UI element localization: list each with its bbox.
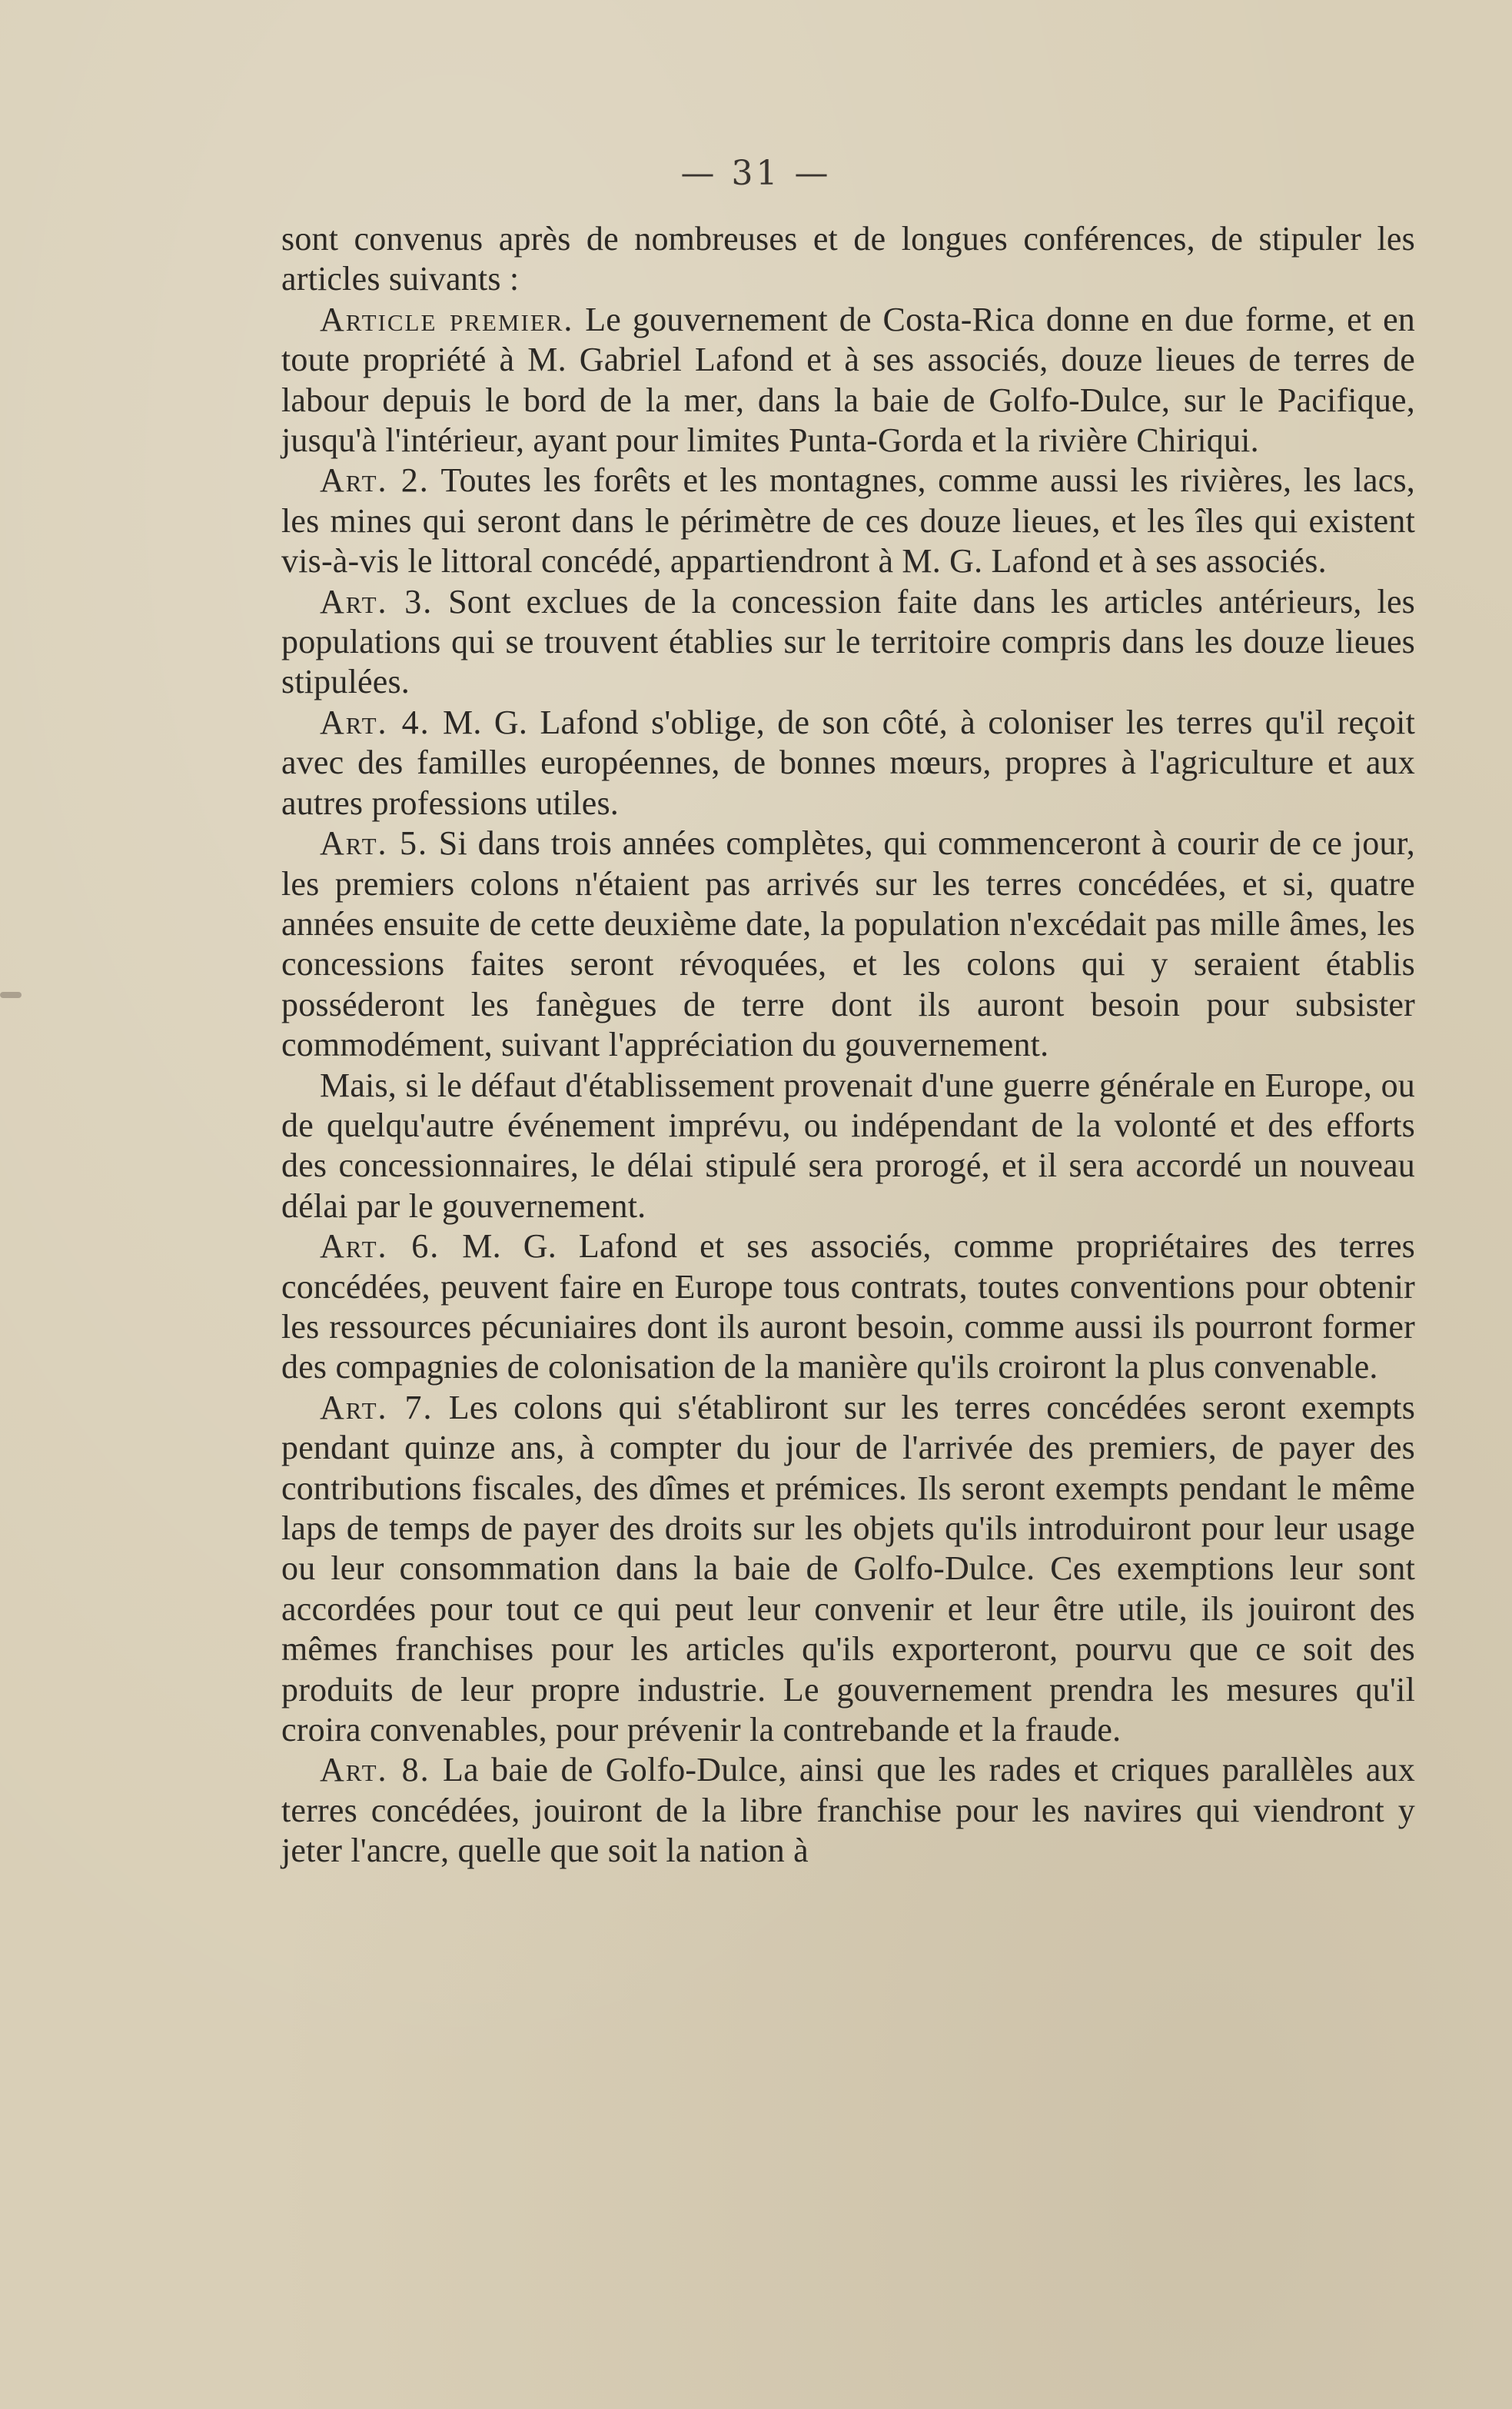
article-text: M. G. Lafond s'oblige, de son côté, à coloniser les terres qu'il reçoit avec des familles européennes, de bonnes mœurs, propres à l'agriculture et aux autres professions utiles. [281,703,1415,822]
article-label: Art. 3. [320,582,434,621]
article-label: Art. 7. [320,1388,434,1426]
article-2 [281,461,1415,581]
article-6 [281,1226,1415,1388]
article-text: Sont exclues de la concession faite dans les articles antérieurs, les populations qui se trouvent établies sur le territoire compris dans les douze lieues stipulées. [281,582,1415,701]
paragraph-text: Mais, si le défaut d'établissement provenait d'une guerre générale en Europe, ou de quelqu'autre événement imprévu, ou indépendant de la volonté et des efforts des concessionnaires, le délai stipulé sera prorogé, et il sera accordé un nouveau délai par le gouvernement. [281,1066,1415,1225]
article-text: La baie de Golfo-Dulce, ainsi que les rades et criques parallèles aux terres concédées, jouiront de la libre franchise pour les navires qui viendront y jeter l'ancre, quelle que soit la nation à [281,1751,1415,1870]
paragraph-mais [281,1066,1415,1227]
article-label: Art. 8. [320,1751,430,1789]
article-label: Art. 5. [320,824,429,863]
article-3 [281,582,1415,703]
article-8 [281,1750,1415,1871]
article-text: Le gouvernement de Costa-Rica donne en due forme, et en toute propriété à M. Gabriel Lafond et à ses associés, douze lieues de terres de labour depuis le bord de la mer, dans la baie de Golfo-Dulce, sur le Pacifique, jusqu'à l'intérieur, ayant pour limites Punta-Gorda et la rivière Chiriqui. [281,300,1415,460]
article-text: Les colons qui s'établiront sur les terres concédées seront exempts pendant quinze ans, à compter du jour de l'arrivée des premiers, de payer des contributions fiscales, des dîmes et prémices. Ils seront exempts pendant le même laps de temps de payer des droits sur les objets qu'ils introduiront pour leur usage ou leur consommation dans la baie de Golfo-Dulce. Ces exemptions leur sont accordées pour tout ce qui peut leur convenir et leur être utile, ils jouiront des mêmes franchises pour les articles qu'ils exporteront, pourvu que ce soit des produits de leur propre industrie. Le gouvernement prendra les mesures qu'il croira convenables, pour prévenir la contrebande et la fraude. [281,1388,1416,1749]
article-text: M. G. Lafond et ses associés, comme propriétaires des terres concédées, peuvent faire en Europe tous contrats, toutes conventions pour obtenir les ressources pécuniaires dont ils auront besoin, comme aussi ils pourront former des compagnies de colonisation de la manière qu'ils croiront la plus convenable. [281,1227,1415,1386]
article-7 [281,1388,1415,1751]
margin-mark [0,992,22,998]
paragraph-text: sont convenus après de nombreuses et de longues conférences, de stipuler les articles suivants : [281,220,1415,298]
article-5 [281,824,1415,1065]
article-label: Article premier. [320,300,574,338]
article-label: Art. 2. [320,461,430,500]
page-number: — 31 — [680,154,832,193]
article-1 [281,300,1415,461]
body-text [281,219,1415,1872]
article-text: Si dans trois années complètes, qui commenceront à courir de ce jour, les premiers colons n'étaient pas arrivés sur les terres concédées, et si, quatre années ensuite de cette deuxième date, la population n'excédait pas mille âmes, les concessions faites seront révoquées, et les colons qui y seraient établis posséderont les fanègues de terre dont ils auront besoin pour subsister commodément, suivant l'appréciation du gouvernement. [281,824,1416,1064]
article-4 [281,703,1415,824]
article-text: Toutes les forêts et les montagnes, comme aussi les rivières, les lacs, les mines qui seront dans le périmètre de ces douze lieues, et les îles qui existent vis-à-vis le littoral concédé, appartiendront à M. G. Lafond et à ses associés. [281,461,1415,581]
article-label: Art. 6. [320,1227,440,1266]
paragraph-intro [281,219,1415,300]
article-label: Art. 4. [320,703,430,741]
